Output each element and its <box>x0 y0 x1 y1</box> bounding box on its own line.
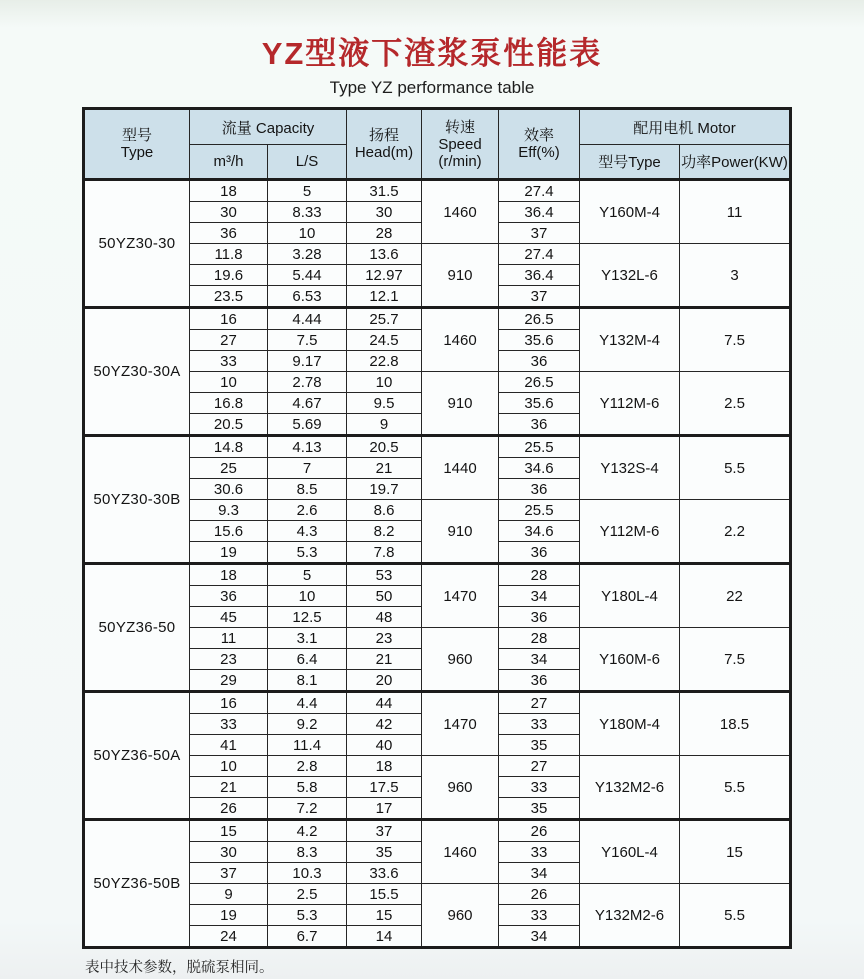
eff-cell: 33 <box>499 842 580 863</box>
ls-cell: 7.2 <box>268 798 347 820</box>
ls-cell: 5.69 <box>268 414 347 436</box>
m3h-cell: 14.8 <box>190 436 268 458</box>
head-cell: 9.5 <box>347 393 422 414</box>
speed-cell: 960 <box>422 756 499 820</box>
ls-cell: 4.44 <box>268 308 347 330</box>
head-cell: 13.6 <box>347 244 422 265</box>
head-cell: 7.8 <box>347 542 422 564</box>
m3h-cell: 41 <box>190 735 268 756</box>
eff-cell: 36.4 <box>499 265 580 286</box>
eff-cell: 26 <box>499 884 580 905</box>
header-eff <box>499 109 580 180</box>
eff-cell: 27 <box>499 756 580 777</box>
eff-cell: 34 <box>499 863 580 884</box>
header-m3h: m³/h <box>190 145 268 180</box>
head-cell: 8.2 <box>347 521 422 542</box>
ls-cell: 4.3 <box>268 521 347 542</box>
head-cell: 21 <box>347 458 422 479</box>
head-cell: 35 <box>347 842 422 863</box>
header-model-en: Type <box>120 144 154 161</box>
ls-cell: 9.2 <box>268 714 347 735</box>
ls-cell: 6.7 <box>268 926 347 948</box>
eff-cell: 35 <box>499 735 580 756</box>
ls-cell: 6.53 <box>268 286 347 308</box>
header-motor-type: 型号Type <box>580 145 680 180</box>
head-cell: 40 <box>347 735 422 756</box>
table-row <box>84 180 791 202</box>
eff-cell: 33 <box>499 777 580 798</box>
m3h-cell: 23 <box>190 649 268 670</box>
head-cell: 15 <box>347 905 422 926</box>
head-cell: 17 <box>347 798 422 820</box>
m3h-cell: 30 <box>190 842 268 863</box>
m3h-cell: 16 <box>190 692 268 714</box>
ls-cell: 11.4 <box>268 735 347 756</box>
ls-cell: 10 <box>268 586 347 607</box>
table-row <box>84 372 791 393</box>
eff-cell: 27.4 <box>499 180 580 202</box>
eff-cell: 37 <box>499 223 580 244</box>
speed-cell: 960 <box>422 628 499 692</box>
m3h-cell: 19 <box>190 542 268 564</box>
m3h-cell: 9 <box>190 884 268 905</box>
table-row <box>84 692 791 714</box>
eff-cell: 25.5 <box>499 436 580 458</box>
speed-cell: 910 <box>422 372 499 436</box>
motor-type-cell: Y132M-4 <box>580 308 680 372</box>
motor-type-cell: Y180L-4 <box>580 564 680 628</box>
head-cell: 12.97 <box>347 265 422 286</box>
eff-cell: 26 <box>499 820 580 842</box>
eff-cell: 26.5 <box>499 372 580 393</box>
m3h-cell: 18 <box>190 564 268 586</box>
eff-cell: 33 <box>499 714 580 735</box>
ls-cell: 9.17 <box>268 351 347 372</box>
motor-power-cell: 7.5 <box>680 308 791 372</box>
m3h-cell: 37 <box>190 863 268 884</box>
eff-cell: 33 <box>499 905 580 926</box>
speed-cell: 1460 <box>422 180 499 244</box>
eff-cell: 34 <box>499 926 580 948</box>
head-cell: 33.6 <box>347 863 422 884</box>
ls-cell: 2.5 <box>268 884 347 905</box>
head-cell: 18 <box>347 756 422 777</box>
table-row <box>84 500 791 521</box>
speed-cell: 1470 <box>422 692 499 756</box>
header-eff-en: Eff(%) <box>518 144 560 161</box>
ls-cell: 10 <box>268 223 347 244</box>
head-cell: 9 <box>347 414 422 436</box>
ls-cell: 10.3 <box>268 863 347 884</box>
model-cell: 50YZ30-30 <box>84 180 190 308</box>
table-row <box>84 244 791 265</box>
table-row <box>84 564 791 586</box>
table-row <box>84 436 791 458</box>
ls-cell: 8.5 <box>268 479 347 500</box>
motor-type-cell: Y112M-6 <box>580 500 680 564</box>
speed-cell: 910 <box>422 500 499 564</box>
eff-cell: 34 <box>499 586 580 607</box>
motor-type-cell: Y132L-6 <box>580 244 680 308</box>
performance-table <box>82 107 792 949</box>
header-speed-unit: (r/min) <box>438 152 482 170</box>
ls-cell: 4.2 <box>268 820 347 842</box>
m3h-cell: 15.6 <box>190 521 268 542</box>
header-motor: 配用电机 Motor <box>580 109 791 145</box>
eff-cell: 28 <box>499 564 580 586</box>
header-head <box>347 109 422 180</box>
eff-cell: 35 <box>499 798 580 820</box>
head-cell: 20 <box>347 670 422 692</box>
header-speed-zh: 转速 <box>444 118 475 136</box>
head-cell: 15.5 <box>347 884 422 905</box>
m3h-cell: 19.6 <box>190 265 268 286</box>
head-cell: 20.5 <box>347 436 422 458</box>
header-motor-power: 功率Power(KW) <box>680 145 791 180</box>
ls-cell: 7.5 <box>268 330 347 351</box>
eff-cell: 34.6 <box>499 521 580 542</box>
table-body <box>84 180 791 948</box>
motor-type-cell: Y132M2-6 <box>580 884 680 948</box>
m3h-cell: 20.5 <box>190 414 268 436</box>
table-row <box>84 628 791 649</box>
eff-cell: 36 <box>499 607 580 628</box>
head-cell: 22.8 <box>347 351 422 372</box>
motor-type-cell: Y160L-4 <box>580 820 680 884</box>
title-block <box>0 0 864 98</box>
eff-cell: 35.6 <box>499 330 580 351</box>
ls-cell: 12.5 <box>268 607 347 628</box>
head-cell: 24.5 <box>347 330 422 351</box>
ls-cell: 5.8 <box>268 777 347 798</box>
ls-cell: 5.3 <box>268 542 347 564</box>
ls-cell: 8.33 <box>268 202 347 223</box>
table-row <box>84 756 791 777</box>
footnote: 表中技术参数，脱硫泵相同。 <box>85 960 274 976</box>
head-cell: 12.1 <box>347 286 422 308</box>
motor-type-cell: Y180M-4 <box>580 692 680 756</box>
motor-power-cell: 18.5 <box>680 692 791 756</box>
m3h-cell: 16.8 <box>190 393 268 414</box>
head-cell: 44 <box>347 692 422 714</box>
motor-type-cell: Y132M2-6 <box>580 756 680 820</box>
ls-cell: 2.78 <box>268 372 347 393</box>
eff-cell: 28 <box>499 628 580 649</box>
model-cell: 50YZ30-30A <box>84 308 190 436</box>
head-cell: 8.6 <box>347 500 422 521</box>
eff-cell: 26.5 <box>499 308 580 330</box>
motor-power-cell: 22 <box>680 564 791 628</box>
m3h-cell: 10 <box>190 372 268 393</box>
m3h-cell: 10 <box>190 756 268 777</box>
ls-cell: 2.8 <box>268 756 347 777</box>
head-cell: 50 <box>347 586 422 607</box>
ls-cell: 5.44 <box>268 265 347 286</box>
motor-power-cell: 3 <box>680 244 791 308</box>
head-cell: 30 <box>347 202 422 223</box>
head-cell: 23 <box>347 628 422 649</box>
page-subtitle: Type YZ performance table <box>329 78 535 97</box>
m3h-cell: 33 <box>190 714 268 735</box>
eff-cell: 27 <box>499 692 580 714</box>
ls-cell: 5.3 <box>268 905 347 926</box>
m3h-cell: 24 <box>190 926 268 948</box>
table-row <box>84 884 791 905</box>
m3h-cell: 16 <box>190 308 268 330</box>
speed-cell: 1440 <box>422 436 499 500</box>
m3h-cell: 11.8 <box>190 244 268 265</box>
m3h-cell: 29 <box>190 670 268 692</box>
ls-cell: 5 <box>268 180 347 202</box>
eff-cell: 25.5 <box>499 500 580 521</box>
ls-cell: 2.6 <box>268 500 347 521</box>
eff-cell: 35.6 <box>499 393 580 414</box>
motor-power-cell: 5.5 <box>680 756 791 820</box>
m3h-cell: 18 <box>190 180 268 202</box>
page-title: YZ型液下渣浆泵性能表 <box>261 36 603 71</box>
m3h-cell: 30.6 <box>190 479 268 500</box>
header-ls: L/S <box>268 145 347 180</box>
ls-cell: 4.67 <box>268 393 347 414</box>
head-cell: 53 <box>347 564 422 586</box>
ls-cell: 7 <box>268 458 347 479</box>
eff-cell: 36 <box>499 479 580 500</box>
motor-power-cell: 7.5 <box>680 628 791 692</box>
motor-power-cell: 2.5 <box>680 372 791 436</box>
ls-cell: 6.4 <box>268 649 347 670</box>
header-model <box>84 109 190 180</box>
ls-cell: 4.4 <box>268 692 347 714</box>
head-cell: 10 <box>347 372 422 393</box>
speed-cell: 960 <box>422 884 499 948</box>
m3h-cell: 21 <box>190 777 268 798</box>
head-cell: 19.7 <box>347 479 422 500</box>
m3h-cell: 15 <box>190 820 268 842</box>
eff-cell: 36.4 <box>499 202 580 223</box>
motor-power-cell: 15 <box>680 820 791 884</box>
head-cell: 21 <box>347 649 422 670</box>
eff-cell: 34 <box>499 649 580 670</box>
head-cell: 31.5 <box>347 180 422 202</box>
motor-power-cell: 2.2 <box>680 500 791 564</box>
head-cell: 28 <box>347 223 422 244</box>
motor-type-cell: Y132S-4 <box>580 436 680 500</box>
model-cell: 50YZ36-50A <box>84 692 190 820</box>
eff-cell: 36 <box>499 351 580 372</box>
head-cell: 25.7 <box>347 308 422 330</box>
head-cell: 14 <box>347 926 422 948</box>
table-row <box>84 820 791 842</box>
m3h-cell: 26 <box>190 798 268 820</box>
head-cell: 37 <box>347 820 422 842</box>
speed-cell: 1470 <box>422 564 499 628</box>
header-speed <box>422 109 499 180</box>
motor-power-cell: 5.5 <box>680 436 791 500</box>
eff-cell: 36 <box>499 670 580 692</box>
header-head-zh: 扬程 <box>368 127 399 144</box>
head-cell: 48 <box>347 607 422 628</box>
m3h-cell: 45 <box>190 607 268 628</box>
ls-cell: 3.28 <box>268 244 347 265</box>
eff-cell: 37 <box>499 286 580 308</box>
header-model-zh: 型号 <box>121 127 152 144</box>
motor-type-cell: Y160M-4 <box>580 180 680 244</box>
m3h-cell: 36 <box>190 223 268 244</box>
speed-cell: 1460 <box>422 308 499 372</box>
m3h-cell: 27 <box>190 330 268 351</box>
ls-cell: 8.1 <box>268 670 347 692</box>
ls-cell: 4.13 <box>268 436 347 458</box>
eff-cell: 36 <box>499 542 580 564</box>
head-cell: 17.5 <box>347 777 422 798</box>
m3h-cell: 23.5 <box>190 286 268 308</box>
header-head-en: Head(m) <box>354 144 414 161</box>
speed-cell: 1460 <box>422 820 499 884</box>
eff-cell: 34.6 <box>499 458 580 479</box>
table-row <box>84 308 791 330</box>
motor-power-cell: 11 <box>680 180 791 244</box>
header-speed-en: Speed <box>438 135 482 153</box>
eff-cell: 36 <box>499 414 580 436</box>
motor-power-cell: 5.5 <box>680 884 791 948</box>
motor-type-cell: Y112M-6 <box>580 372 680 436</box>
m3h-cell: 30 <box>190 202 268 223</box>
speed-cell: 910 <box>422 244 499 308</box>
m3h-cell: 25 <box>190 458 268 479</box>
header-capacity: 流量 Capacity <box>190 109 347 145</box>
m3h-cell: 9.3 <box>190 500 268 521</box>
model-cell: 50YZ36-50B <box>84 820 190 948</box>
header-eff-zh: 效率 <box>523 127 554 144</box>
m3h-cell: 11 <box>190 628 268 649</box>
model-cell: 50YZ36-50 <box>84 564 190 692</box>
model-cell: 50YZ30-30B <box>84 436 190 564</box>
m3h-cell: 19 <box>190 905 268 926</box>
m3h-cell: 36 <box>190 586 268 607</box>
m3h-cell: 33 <box>190 351 268 372</box>
ls-cell: 8.3 <box>268 842 347 863</box>
ls-cell: 5 <box>268 564 347 586</box>
motor-type-cell: Y160M-6 <box>580 628 680 692</box>
head-cell: 42 <box>347 714 422 735</box>
ls-cell: 3.1 <box>268 628 347 649</box>
eff-cell: 27.4 <box>499 244 580 265</box>
